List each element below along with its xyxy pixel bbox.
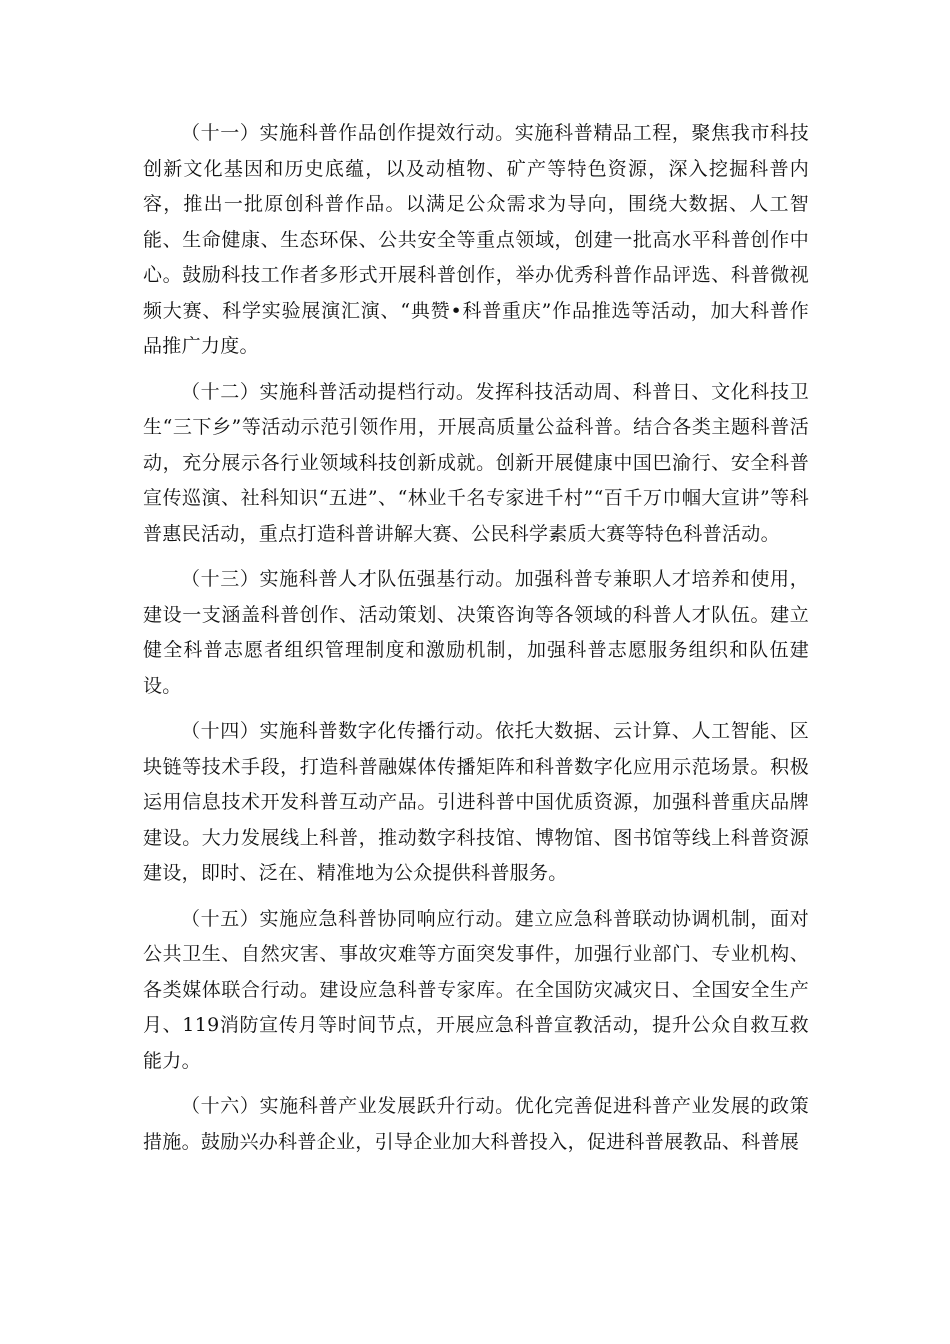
document-body — [143, 116, 809, 1170]
paragraph-12: （十二）实施科普活动提档行动。发挥科技活动周、科普日、文化科技卫生“三下乡”等活动示范引领作用，开展高质量公益科普。结合各类主题科普活动，充分展示各行业领域科技创新成就。创新开展健康中国巴渝行、安全科普宣传巡演、社科知识“五进”、“林业千名专家进千村”“百千万巾帼大宣讲”等科普惠民活动，重点打造科普讲解大赛、公民科学素质大赛等特色科普活动。 — [143, 380, 809, 545]
paragraph-13: （十三）实施科普人才队伍强基行动。加强科普专兼职人才培养和使用，建设一支涵盖科普创作、活动策划、决策咨询等各领域的科普人才队伍。建立健全科普志愿者组织管理制度和激励机制，加强科普志愿服务组织和队伍建设。 — [143, 568, 809, 697]
paragraph-16: （十六）实施科普产业发展跃升行动。优化完善促进科普产业发展的政策措施。鼓励兴办科普企业，引导企业加大科普投入，促进科普展教品、科普展 — [143, 1095, 809, 1153]
paragraph-11: （十一）实施科普作品创作提效行动。实施科普精品工程，聚焦我市科技创新文化基因和历史底蕴，以及动植物、矿产等特色资源，深入挖掘科普内容，推出一批原创科普作品。以满足公众需求为导向，围绕大数据、人工智能、生命健康、生态环保、公共安全等重点领域，创建一批高水平科普创作中心。鼓励科技工作者多形式开展科普创作，举办优秀科普作品评选、科普微视频大赛、科学实验展演汇演、“典赞•科普重庆”作品推选等活动，加大科普作品推广力度。 — [143, 122, 809, 357]
paragraph-15: （十五）实施应急科普协同响应行动。建立应急科普联动协调机制，面对公共卫生、自然灾害、事故灾难等方面突发事件，加强行业部门、专业机构、各类媒体联合行动。建设应急科普专家库。在全国防灾减灾日、全国安全生产月、119消防宣传月等时间节点，开展应急科普宣教活动，提升公众自救互救能力。 — [143, 907, 809, 1072]
paragraph-14: （十四）实施科普数字化传播行动。依托大数据、云计算、人工智能、区块链等技术手段，打造科普融媒体传播矩阵和科普数字化应用示范场景。积极运用信息技术开发科普互动产品。引进科普中国优质资源，加强科普重庆品牌建设。大力发展线上科普，推动数字科技馆、博物馆、图书馆等线上科普资源建设，即时、泛在、精准地为公众提供科普服务。 — [143, 720, 809, 884]
